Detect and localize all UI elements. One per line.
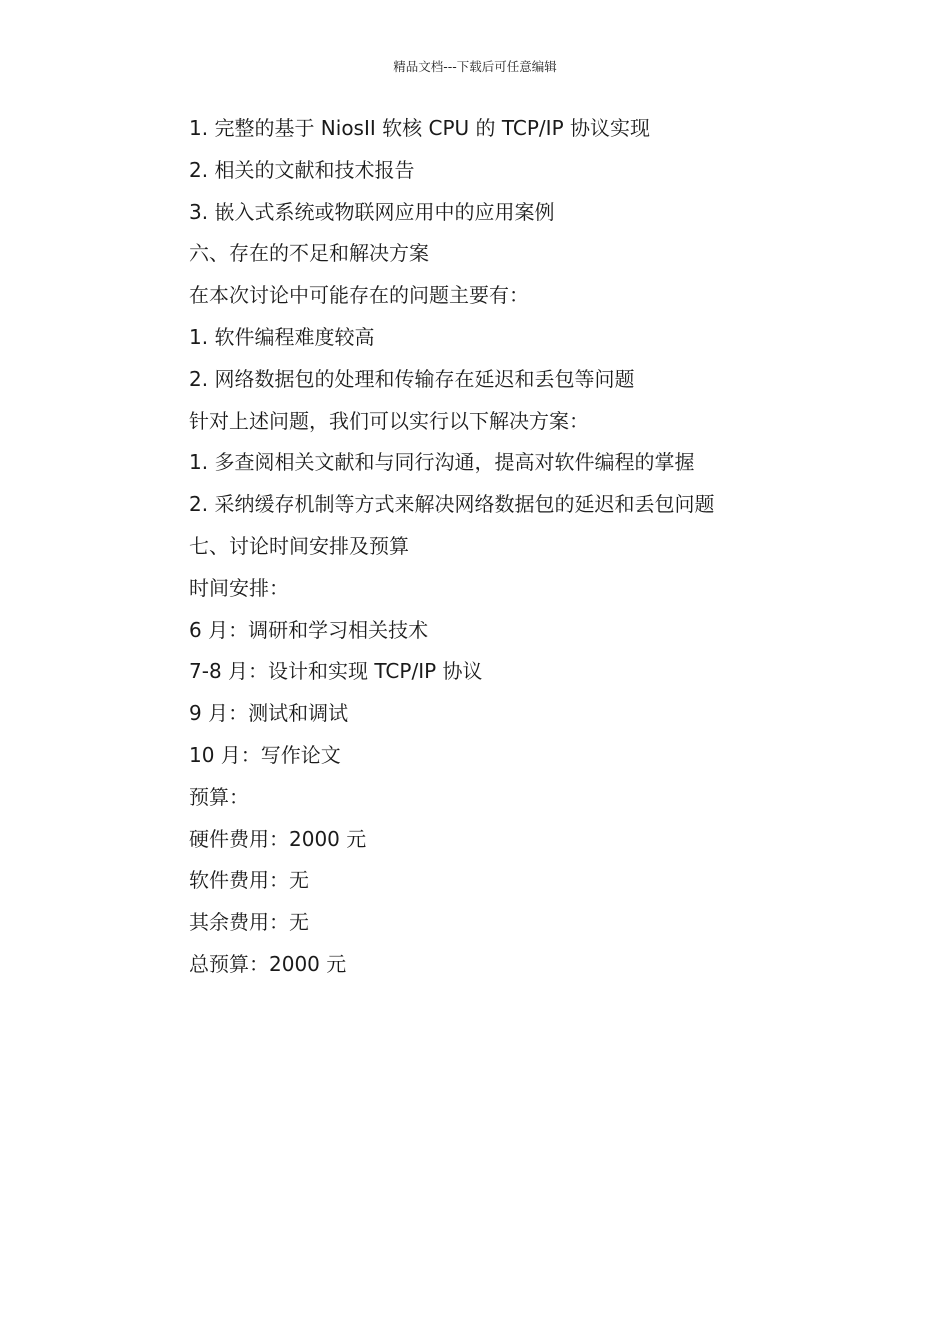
budget-item-other: 其余费用：无	[189, 910, 309, 935]
list-item-outcome-3: 3. 嵌入式系统或物联网应用中的应用案例	[189, 199, 555, 224]
schedule-item: 10 月：写作论文	[189, 742, 341, 767]
schedule-label: 时间安排：	[189, 575, 289, 600]
page-header: 精品文档---下载后可任意编辑	[393, 59, 557, 74]
list-item-problem-1: 1. 软件编程难度较高	[189, 324, 375, 349]
paragraph-problems-intro: 在本次讨论中可能存在的问题主要有：	[189, 283, 529, 308]
budget-total: 总预算：2000 元	[189, 951, 347, 976]
budget-item-software: 软件费用：无	[189, 868, 309, 893]
paragraph-solutions-intro: 针对上述问题，我们可以实行以下解决方案：	[189, 408, 589, 433]
document-body	[189, 108, 829, 986]
list-item-outcome-1: 1. 完整的基于 NiosII 软核 CPU 的 TCP/IP 协议实现	[189, 116, 650, 140]
budget-item-hardware: 硬件费用：2000 元	[189, 826, 367, 851]
section-heading-shortcomings: 六、存在的不足和解决方案	[189, 241, 429, 266]
list-item-problem-2: 2. 网络数据包的处理和传输存在延迟和丢包等问题	[189, 366, 635, 391]
schedule-item: 7-8 月：设计和实现 TCP/IP 协议	[189, 659, 483, 684]
schedule-item: 9 月：测试和调试	[189, 701, 349, 726]
schedule-item: 6 月：调研和学习相关技术	[189, 617, 429, 642]
list-item-outcome-2: 2. 相关的文献和技术报告	[189, 157, 415, 182]
list-item-solution-2: 2. 采纳缓存机制等方式来解决网络数据包的延迟和丢包问题	[189, 492, 715, 517]
list-item-solution-1: 1. 多查阅相关文献和与同行沟通，提高对软件编程的掌握	[189, 450, 695, 475]
section-heading-schedule-budget: 七、讨论时间安排及预算	[189, 533, 409, 558]
budget-label: 预算：	[189, 784, 249, 809]
